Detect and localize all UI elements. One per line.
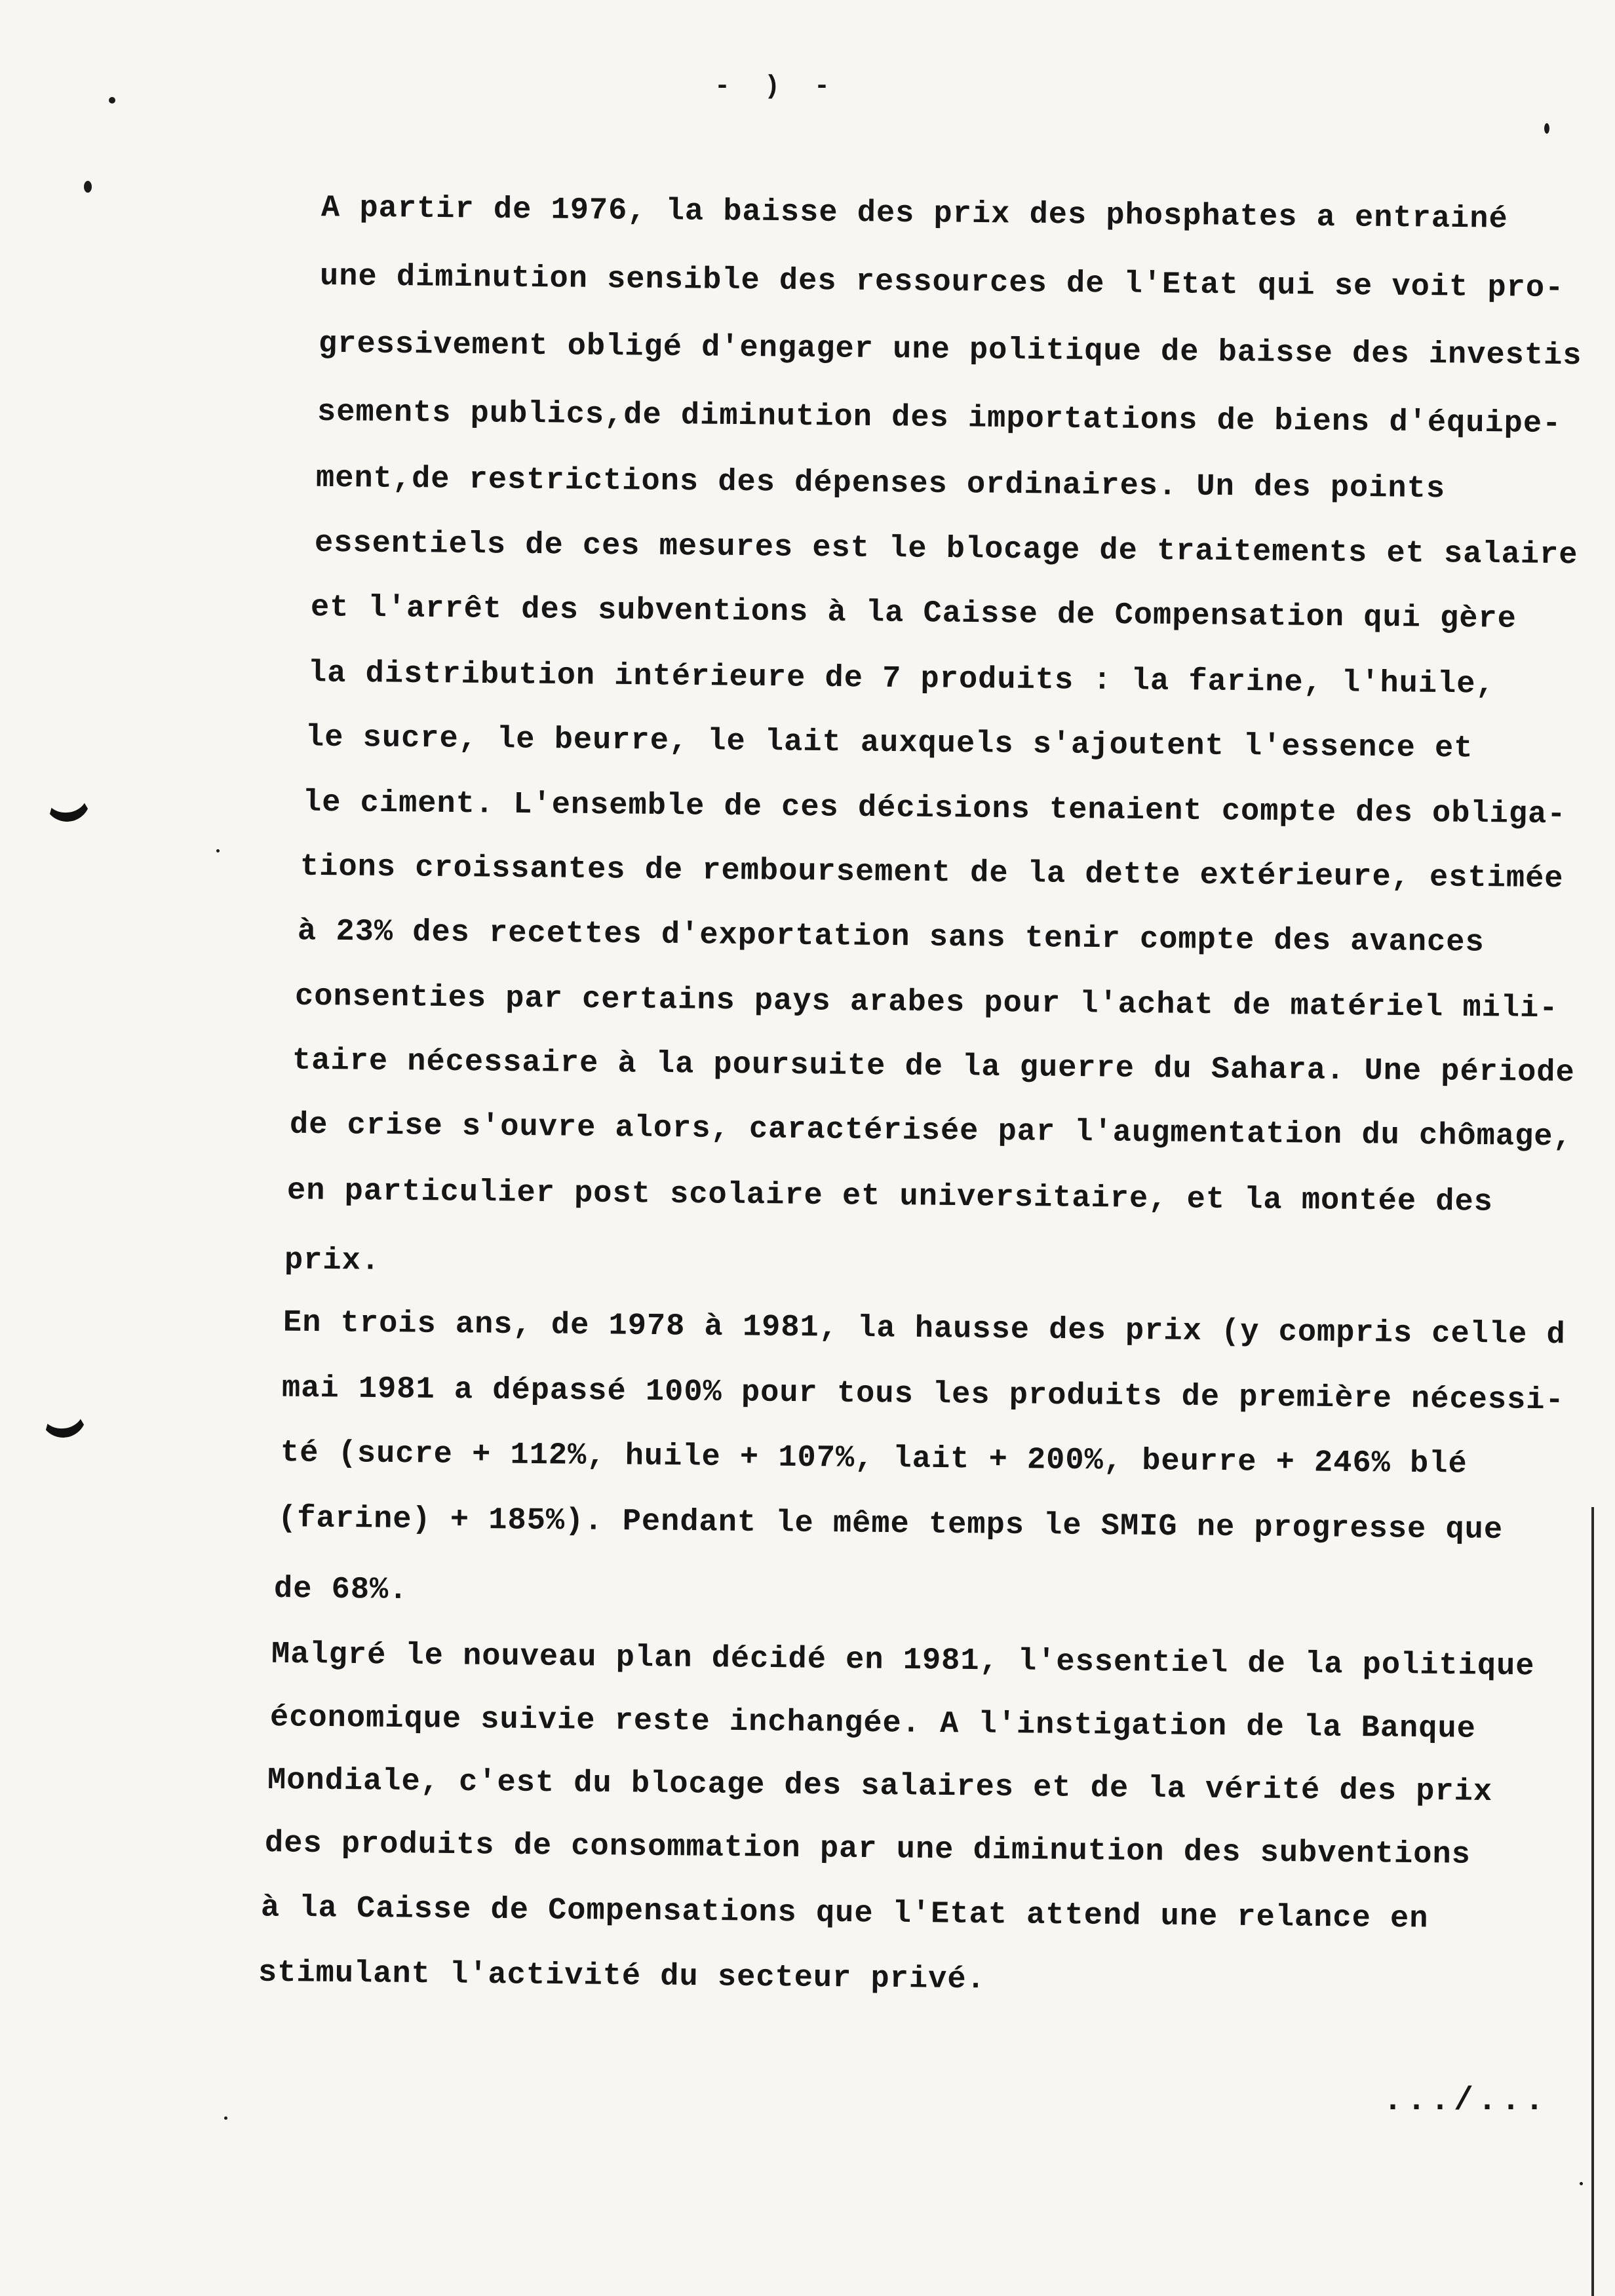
scan-speck bbox=[1544, 123, 1549, 134]
text-line: Malgré le nouveau plan décidé en 1981, l'essentiel de la politique bbox=[271, 1637, 1535, 1685]
text-line: le sucre, le beurre, le lait auxquels s'ajoutent l'essence et bbox=[305, 720, 1473, 767]
text-line: économique suivie reste inchangée. A l'instigation de la Banque bbox=[269, 1700, 1477, 1747]
scan-speck bbox=[1580, 2182, 1583, 2185]
page-number: - ) - bbox=[714, 72, 840, 102]
scan-speck bbox=[109, 97, 115, 104]
text-line: (farine) + 185%). Pendant le même temps le SMIG ne progresse que bbox=[277, 1501, 1504, 1548]
text-line: des produits de consommation par une diminution des subventions bbox=[264, 1826, 1471, 1873]
text-line: à 23% des recettes d'exportation sans tenir compte des avances bbox=[297, 914, 1485, 961]
text-line: Mondiale, c'est du blocage des salaires et de la vérité des prix bbox=[267, 1763, 1493, 1810]
text-line: de 68%. bbox=[273, 1572, 408, 1608]
scan-speck bbox=[224, 2116, 227, 2120]
text-line: taire nécessaire à la poursuite de la guerre du Sahara. Une période bbox=[292, 1043, 1575, 1091]
text-line: gressivement obligé d'engager une politique de baisse des investis bbox=[318, 326, 1582, 374]
text-line: le ciment. L'ensemble de ces décisions tenaient compte des obliga- bbox=[302, 785, 1566, 833]
text-line: de crise s'ouvre alors, caractérisée par l'augmentation du chômage, bbox=[289, 1107, 1572, 1155]
text-line: sements publics,de diminution des importations de biens d'équipe- bbox=[317, 394, 1562, 442]
text-line: A partir de 1976, la baisse des prix des phosphates a entrainé bbox=[321, 191, 1508, 237]
text-line: En trois ans, de 1978 à 1981, la hausse des prix (y compris celle d bbox=[282, 1305, 1566, 1353]
text-line: consenties par certains pays arabes pour l'achat de matériel mili- bbox=[294, 979, 1559, 1027]
scan-edge-line bbox=[1591, 1507, 1594, 2296]
scan-speck bbox=[216, 849, 220, 852]
scan-speck bbox=[84, 181, 92, 193]
text-line: et l'arrêt des subventions à la Caisse de Compensation qui gère bbox=[310, 590, 1517, 637]
text-line: à la Caisse de Compensations que l'Etat attend une relance en bbox=[260, 1890, 1429, 1937]
punch-hole-mark bbox=[36, 1386, 90, 1440]
text-line: en particulier post scolaire et universitaire, et la montée des bbox=[286, 1174, 1494, 1220]
text-line: stimulant l'activité du secteur privé. bbox=[258, 1955, 986, 1998]
text-line: une diminution sensible des ressources de l'Etat qui se voit pro- bbox=[319, 259, 1565, 307]
text-line: la distribution intérieure de 7 produits : la farine, l'huile, bbox=[307, 656, 1495, 702]
text-line: ment,de restrictions des dépenses ordinaires. Un des points bbox=[315, 461, 1446, 507]
text-line: essentiels de ces mesures est le blocage de traitements et salaire bbox=[314, 526, 1578, 573]
continuation-mark: .../... bbox=[1383, 2082, 1549, 2120]
text-line: tions croissantes de remboursement de la dette extérieure, estimée bbox=[300, 849, 1564, 897]
text-line: mai 1981 a dépassé 100% pour tous les produits de première nécessi- bbox=[281, 1371, 1565, 1419]
text-line: prix. bbox=[284, 1243, 381, 1279]
punch-hole-mark bbox=[40, 770, 94, 824]
text-line: té (sucre + 112%, huile + 107%, lait + 200%, beurre + 246% blé bbox=[280, 1436, 1468, 1482]
